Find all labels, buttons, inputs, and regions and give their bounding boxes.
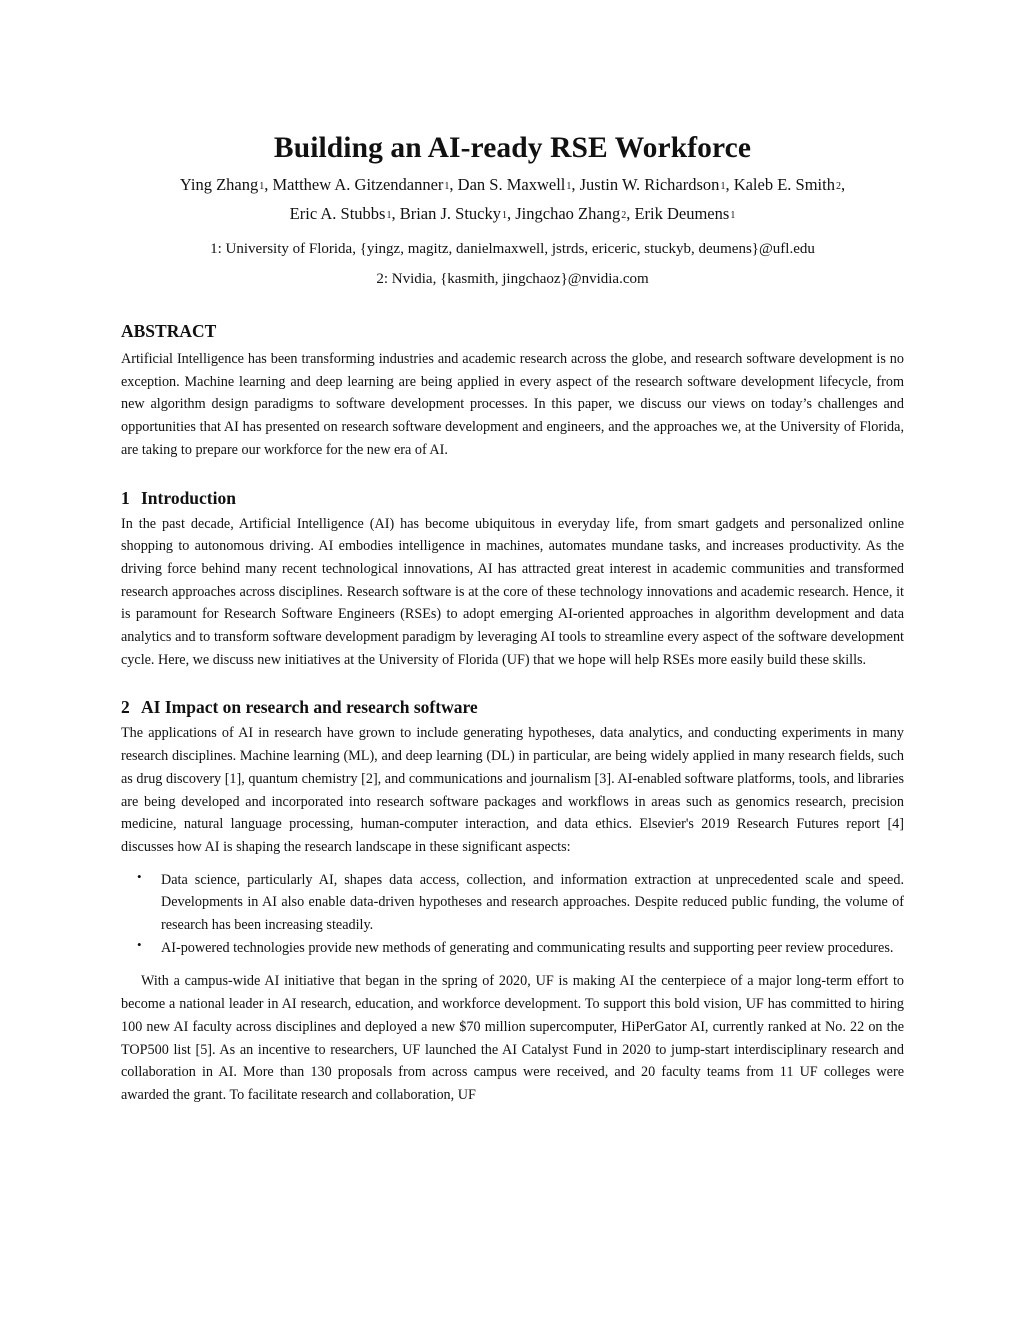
affiliation-mark: 1: [259, 181, 265, 192]
author-list-line-1: [121, 172, 904, 201]
author: Brian J. Stucky$^1$,: [399, 204, 516, 223]
affiliation-mark: 1: [502, 210, 508, 221]
list-item: [121, 869, 904, 937]
author: Eric A. Stubbs$^1$,: [289, 204, 400, 223]
bullet-icon: •: [137, 868, 142, 884]
author: Erik Deumens$^1$: [634, 204, 736, 223]
list-item: [121, 937, 904, 960]
bullet-list: [121, 869, 904, 960]
section-number: 2: [121, 697, 130, 718]
section-number: 1: [121, 487, 130, 508]
abstract-heading: ABSTRACT: [121, 321, 217, 341]
affiliation-mark: 1: [566, 181, 572, 192]
affiliation-mark: 2: [835, 181, 841, 192]
author: Dan S. Maxwell$^1$,: [457, 175, 580, 194]
list-item-text: AI-powered technologies provide new methods of generating and communicating results and supporting peer review procedures.: [161, 939, 894, 956]
author: Jingchao Zhang$^2$,: [515, 204, 635, 223]
affiliation-mark: 2: [621, 210, 627, 221]
section-2-paragraph-2: With a campus-wide AI initiative that began in the spring of 2020, UF is making AI the centerpiece of a major long-term effort to become a national leader in AI research, education, and workforce development. To support this bold vision, UF has committed to hiring 100 new AI faculty across disciplines and deployed a new $70 million supercomputer, HiPerGator AI, currently ranked at No. 22 on the TOP500 list [5]. As an incentive to researchers, UF launched the AI Catalyst Fund in 2020 to jump-start interdisciplinary research and collaboration in AI. More than 130 proposals from across campus were received, and 20 faculty teams from 11 UF colleges were awarded the grant. To facilitate research and collaboration, UF: [121, 973, 904, 1103]
affiliation-mark: 1: [730, 210, 736, 221]
author: Matthew A. Gitzendanner$^1$,: [272, 175, 458, 194]
author: Ying Zhang$^1$,: [179, 175, 273, 194]
author-list-line-2: [121, 201, 904, 230]
list-item-text: Data science, particularly AI, shapes data access, collection, and information extraction at unprecedented scale and speed. Developments in AI also enable data-driven hypotheses and research approaches. Despite reduced public funding, the volume of research has been increasing steadily.: [161, 871, 904, 934]
affiliation-2: 2: Nvidia, {kasmith, jingchaoz}@nvidia.com: [376, 271, 649, 287]
introduction-text: In the past decade, Artificial Intelligence (AI) has become ubiquitous in everyday life, from smart gadgets and personalized online shopping to autonomous driving. AI embodies intelligence in machines, automates mundane tasks, and increases productivity. As the driving force behind many recent technological innovations, AI has attracted great interest in academic communities and transformed research approaches across disciplines. Research software is at the core of these technology innovations and academic research. Hence, it is paramount for Research Software Engineers (RSEs) to adopt emerging AI-oriented approaches in algorithm development and data analytics and to transform software development paradigm by leveraging AI tools to streamline every aspect of the software development cycle. Here, we discuss new initiatives at the University of Florida (UF) that we hope will help RSEs more easily build these skills.: [121, 515, 904, 668]
section-2-heading: [121, 695, 904, 719]
section-title: Introduction: [141, 487, 236, 508]
section-1-heading: [121, 486, 904, 510]
abstract-text: Artificial Intelligence has been transforming industries and academic research across the globe, and research software development is no exception. Machine learning and deep learning are being applied in every aspect of the research software development lifecycle, from new algorithm design paradigms to software development processes. In this paper, we discuss our views on today’s challenges and opportunities that AI has presented on research software development and engineers, and the approaches we, at the University of Florida, are taking to prepare our workforce for the new era of AI.: [121, 351, 904, 458]
affiliation-mark: 1: [444, 181, 450, 192]
affiliation-mark: 1: [386, 210, 392, 221]
affiliation-1: 1: University of Florida, {yingz, magitz, danielmaxwell, jstrds, ericeric, stuckyb, deumens}@ufl.edu: [210, 241, 815, 257]
section-2-paragraph-1: The applications of AI in research have grown to include generating hypotheses, data analytics, and conducting experiments in many research disciplines. Machine learning (ML), and deep learning (DL) in particular, are being widely applied in many research fields, such as drug discovery [1], quantum chemistry [2], and communications and journalism [3]. AI-enabled software platforms, tools, and libraries are being developed and incorporated into research software packages and workflows in areas such as genomics research, precision medicine, natural language processing, human-computer interaction, and data ethics. Elsevier's 2019 Research Futures report [4] discusses how AI is shaping the research landscape in these significant aspects:: [121, 725, 904, 855]
bullet-icon: •: [137, 936, 142, 952]
author: Justin W. Richardson$^1$,: [579, 175, 734, 194]
author: Kaleb E. Smith$^2$,: [733, 175, 846, 194]
section-title: AI Impact on research and research software: [141, 697, 478, 718]
paper-page: [121, 128, 904, 1107]
paper-title: Building an AI-ready RSE Workforce: [273, 132, 752, 164]
affiliation-mark: 1: [720, 181, 726, 192]
